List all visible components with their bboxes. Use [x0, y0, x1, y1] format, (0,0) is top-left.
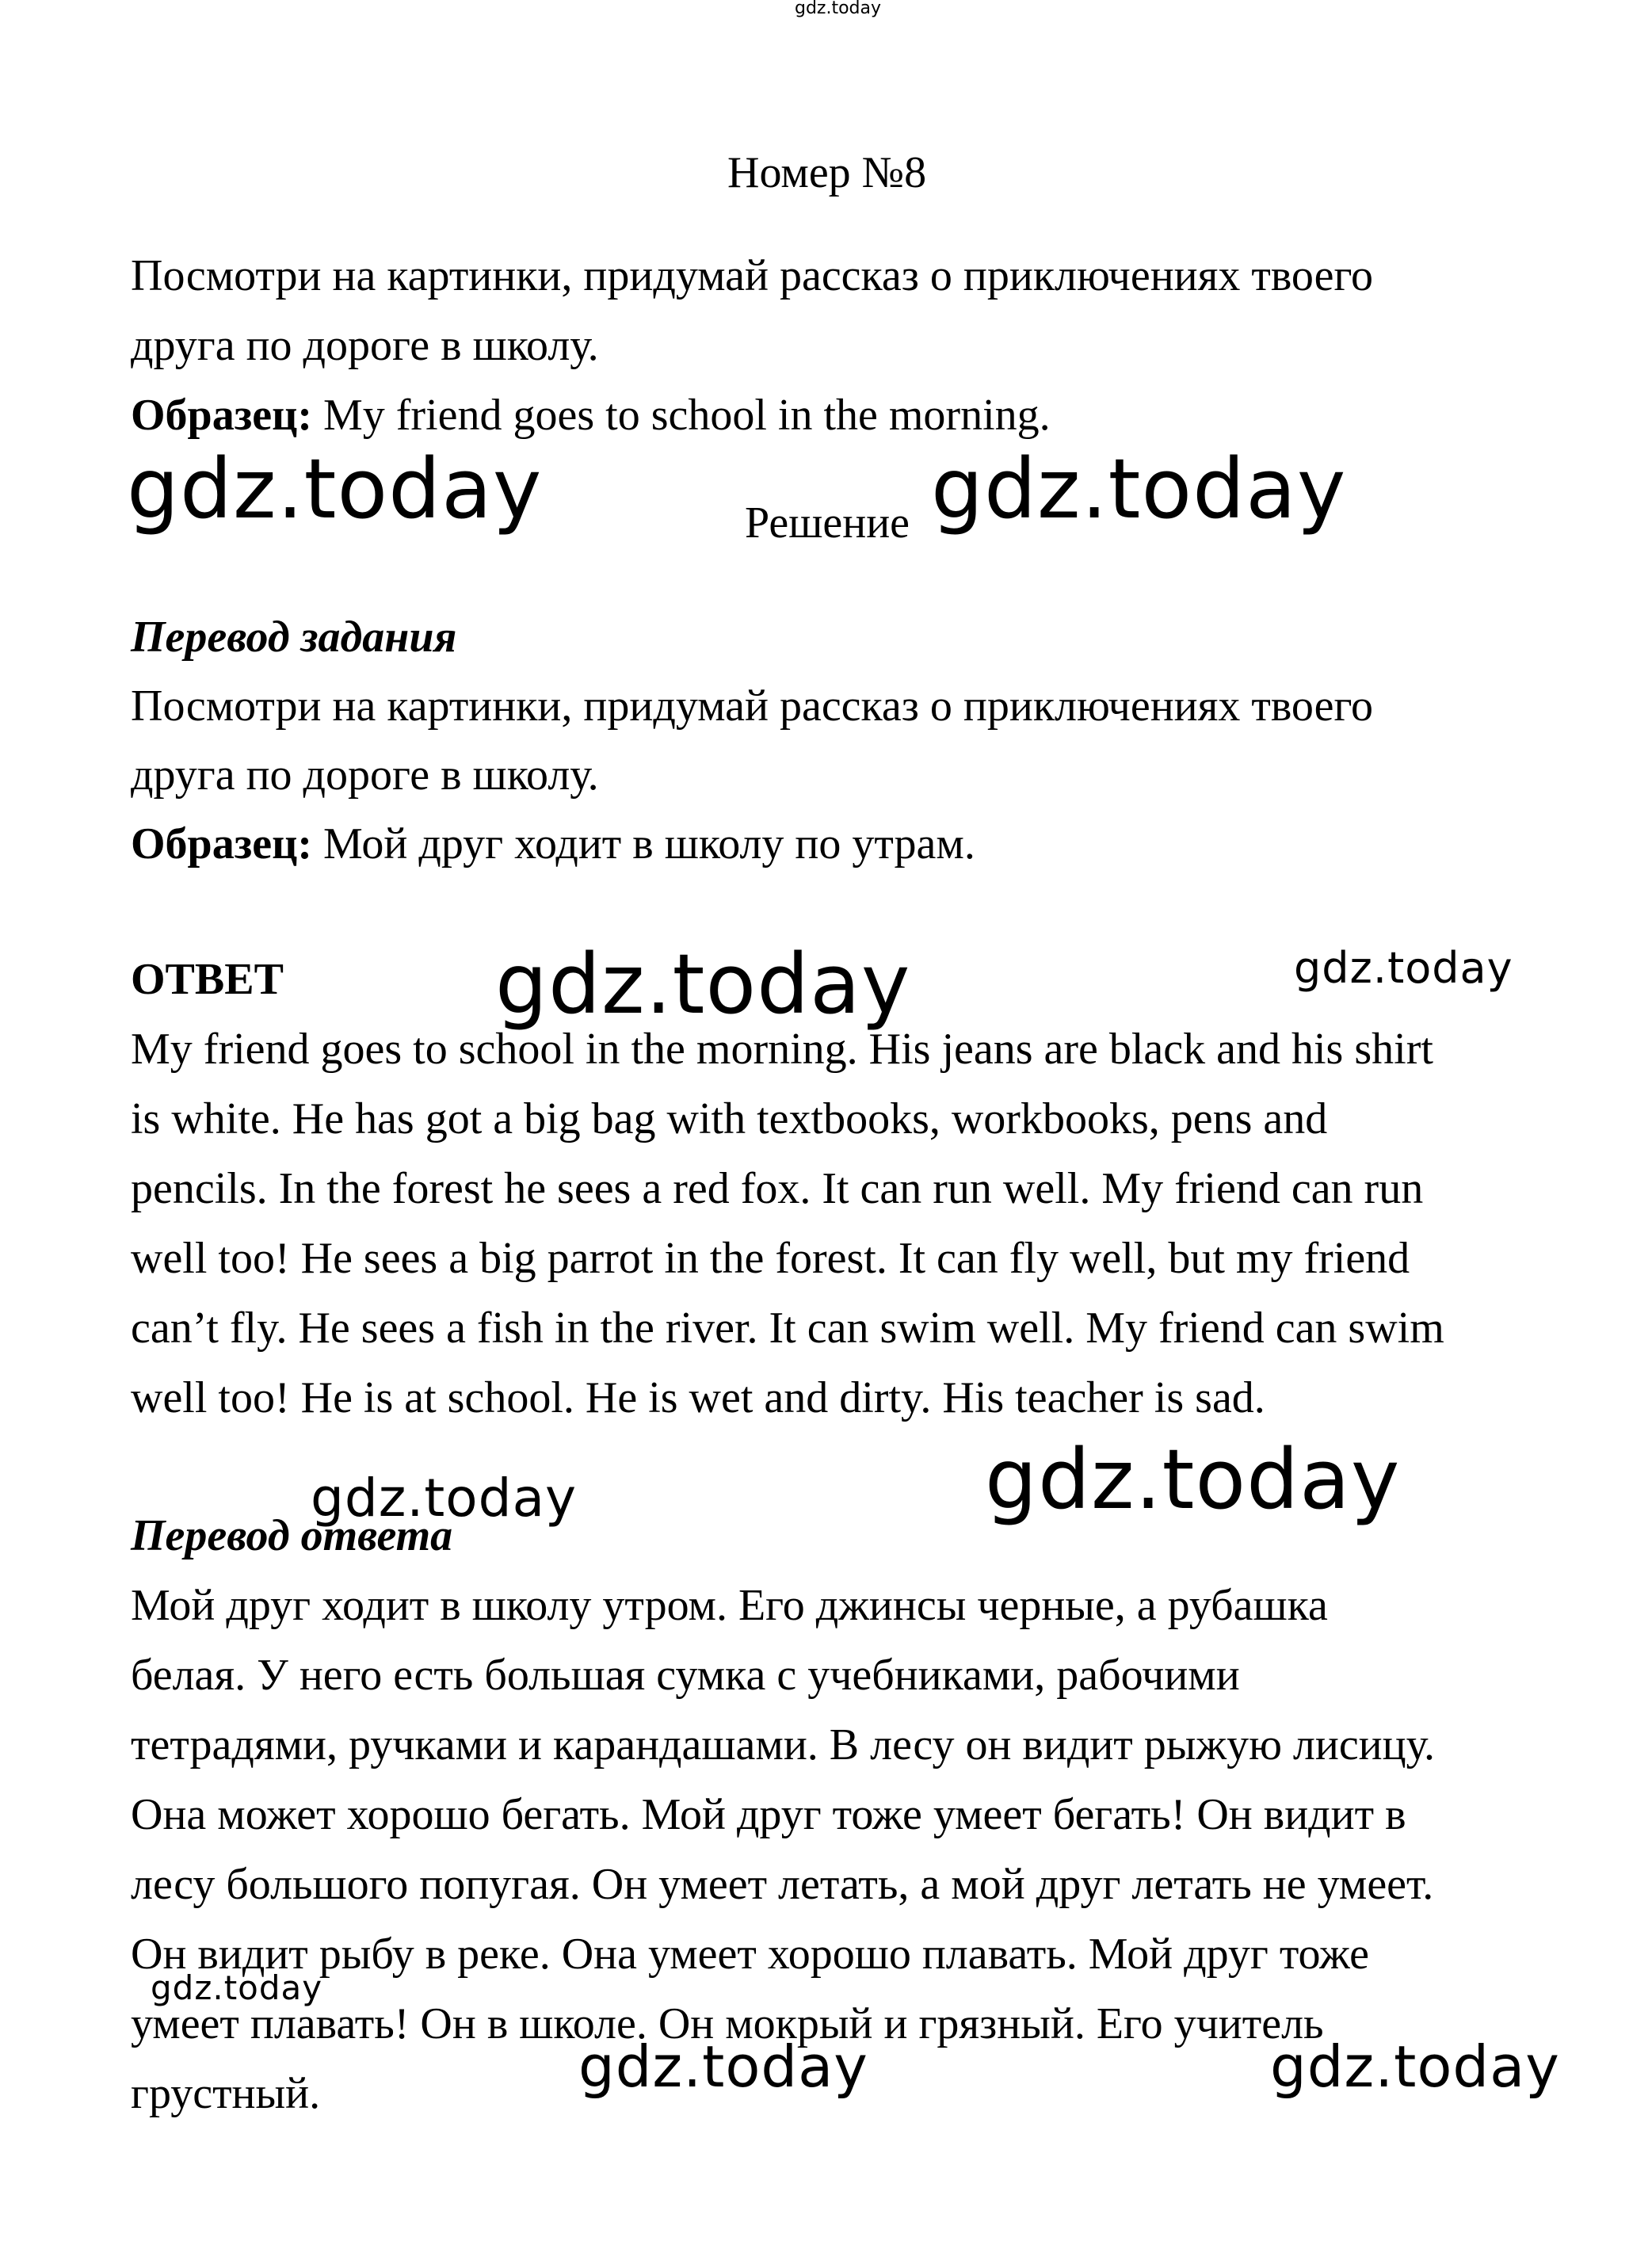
answer-translation-line-6: Он видит рыбу в реке. Она умеет хорошо плавать. Мой друг тоже — [131, 1930, 1369, 1979]
task-line-1: Посмотри на картинки, придумай рассказ о приключениях твоего — [131, 251, 1374, 300]
watermark: gdz.today — [495, 936, 911, 1033]
watermark: gdz.today — [578, 2033, 868, 2100]
watermark: gdz.today — [151, 1968, 323, 2007]
answer-translation-line-7: умеет плавать! Он в школе. Он мокрый и грязный. Его учитель — [131, 1999, 1324, 2048]
answer-translation-line-1: Мой друг ходит в школу утром. Его джинсы черные, а рубашка — [131, 1581, 1328, 1630]
answer-line-6: well too! He is at school. He is wet and dirty. His teacher is sad. — [131, 1373, 1265, 1422]
answer-translation-heading: Перевод ответа — [131, 1511, 453, 1560]
answer-line-3: pencils. In the forest he sees a red fox. It can run well. My friend can run — [131, 1164, 1424, 1213]
task-translation-heading: Перевод задания — [131, 613, 457, 662]
answer-translation-line-2: белая. У него есть большая сумка с учебниками, рабочими — [131, 1651, 1240, 1700]
answer-line-1: My friend goes to school in the morning. His jeans are black and his shirt — [131, 1025, 1433, 1074]
answer-line-2: is white. He has got a big bag with textbooks, workbooks, pens and — [131, 1094, 1328, 1143]
task-translation-line-2: друга по дороге в школу. — [131, 750, 599, 800]
answer-translation-line-3: тетрадями, ручками и карандашами. В лесу он видит рыжую лисицу. — [131, 1720, 1436, 1769]
answer-heading: ОТВЕТ — [131, 955, 284, 1004]
watermark: gdz.today — [931, 441, 1347, 537]
watermark: gdz.today — [985, 1431, 1401, 1528]
task-translation-sample-label: Образец: — [131, 819, 312, 868]
task-translation-sample-text: Мой друг ходит в школу по утрам. — [311, 819, 975, 868]
task-sample — [131, 391, 1051, 440]
answer-line-4: well too! He sees a big parrot in the forest. It can fly well, but my friend — [131, 1234, 1410, 1283]
task-translation-line-1: Посмотри на картинки, придумай рассказ о приключениях твоего — [131, 681, 1374, 731]
task-translation-sample — [131, 819, 975, 868]
task-sample-label: Образец: — [131, 391, 312, 440]
task-sample-text: My friend goes to school in the morning. — [311, 391, 1051, 440]
answer-translation-line-4: Она может хорошо бегать. Мой друг тоже умеет бегать! Он видит в — [131, 1790, 1406, 1839]
watermark: gdz.today — [127, 441, 543, 537]
page-title: Номер №8 — [727, 148, 927, 197]
watermark-top: gdz.today — [795, 0, 882, 18]
answer-translation-line-8: грустный. — [131, 2069, 321, 2118]
answer-translation-line-5: лесу большого попугая. Он умеет летать, а мой друг летать не умеет. — [131, 1860, 1434, 1909]
answer-line-5: can’t fly. He sees a fish in the river. It can swim well. My friend can swim — [131, 1304, 1444, 1353]
watermark: gdz.today — [1270, 2033, 1560, 2100]
watermark: gdz.today — [1294, 943, 1513, 993]
task-line-2: друга по дороге в школу. — [131, 321, 599, 370]
solution-label: Решение — [745, 498, 910, 548]
watermark: gdz.today — [311, 1468, 578, 1529]
